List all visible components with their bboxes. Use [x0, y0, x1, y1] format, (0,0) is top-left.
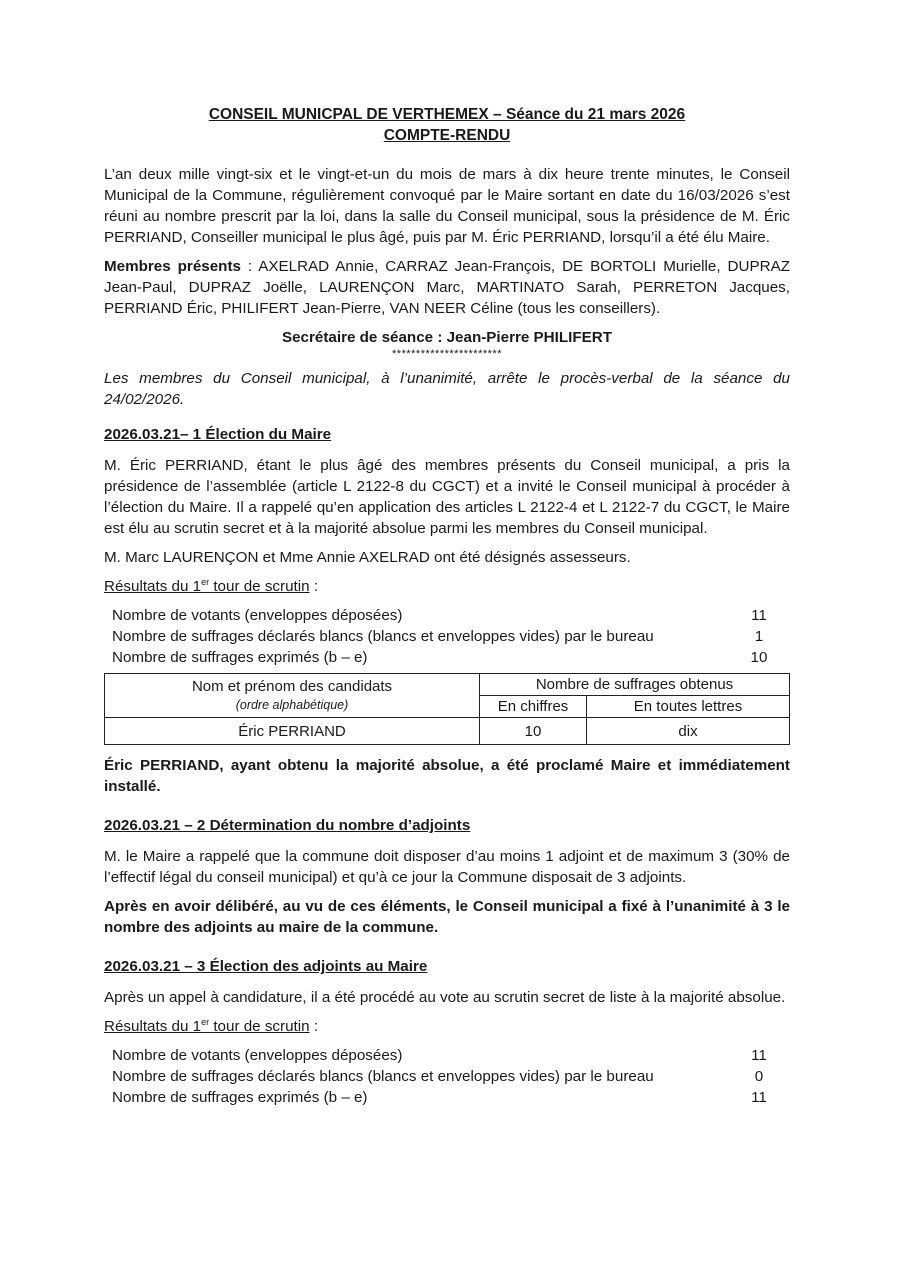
- section-1-para-2: M. Marc LAURENÇON et Mme Annie AXELRAD ont été désignés assesseurs.: [104, 549, 631, 566]
- section-2-para-1: M. le Maire a rappelé que la commune doit disposer d’au moins 1 adjoint et de maximum 3 (30% de l’effectif légal du conseil municipal) et qu’à ce jour la Commune disposait de 3 adjoints.: [104, 848, 790, 886]
- result-row-exprimes: Nombre de suffrages exprimés (b – e) 11: [112, 1089, 767, 1106]
- candidates-table: [104, 673, 790, 745]
- section-1-heading: 2026.03.21– 1 Élection du Maire: [104, 426, 332, 443]
- result-row-blancs: Nombre de suffrages déclarés blancs (blancs et enveloppes vides) par le bureau 1: [112, 628, 764, 645]
- section-1-para-1: M. Éric PERRIAND, étant le plus âgé des membres présents du Conseil municipal, a pris la présidence de l’assemblée (article L 2122-8 du CGCT) et a invité le Conseil municipal à procéder à l’élection du Maire. Il a rappelé qu’en application des articles L 2122-4 et L 2122-7 du CGCT, le Maire est élu au scrutin secret et à la majorité absolue parmi les membres du Conseil municipal.: [104, 457, 790, 537]
- section-2-decision: Après en avoir délibéré, au vu de ces éléments, le Conseil municipal a fixé à l’unanimité à 3 le nombre des adjoints au maire de la commune.: [104, 898, 790, 936]
- votes-group-header: Nombre de suffrages obtenus: [480, 674, 790, 696]
- candidates-col-header: Nom et prénom des candidats (ordre alphabétique): [105, 674, 480, 718]
- result-row-exprimes: Nombre de suffrages exprimés (b – e) 10: [112, 649, 768, 666]
- title-line-1: CONSEIL MUNICPAL DE VERTHEMEX – Séance du 21 mars 2026: [208, 106, 686, 123]
- candidate-name: Éric PERRIAND: [105, 718, 480, 745]
- pv-approval-note: Les membres du Conseil municipal, à l’unanimité, arrête le procès-verbal de la séance du 24/02/2026.: [104, 370, 790, 408]
- candidate-votes-letters: dix: [587, 718, 790, 745]
- intro-paragraph: L’an deux mille vingt-six et le vingt-et-un du mois de mars à dix heure trente minutes, le Conseil Municipal de la Commune, régulièrement convoqué par le Maire sortant en date du 16/03/2026 s’est réuni au nombre prescrit par la loi, dans la salle du Conseil municipal, sous la présidence de M. Éric PERRIAND, Conseiller municipal le plus âgé, puis par M. Éric PERRIAND, lorsqu’il a été élu Maire.: [104, 166, 790, 246]
- section-3-heading: 2026.03.21 – 3 Élection des adjoints au Maire: [104, 958, 428, 975]
- result-row-blancs: Nombre de suffrages déclarés blancs (blancs et enveloppes vides) par le bureau 0: [112, 1068, 764, 1085]
- section-1-conclusion: Éric PERRIAND, ayant obtenu la majorité absolue, a été proclamé Maire et immédiatement installé.: [104, 757, 790, 795]
- section-1-results: [112, 605, 774, 668]
- section-3-para-1: Après un appel à candidature, il a été procédé au vote au scrutin secret de liste à la majorité absolue.: [104, 989, 786, 1006]
- title-line-2: COMPTE-RENDU: [383, 127, 511, 144]
- document-title: [104, 104, 790, 146]
- result-row-votants: Nombre de votants (enveloppes déposées) 11: [112, 607, 767, 624]
- separator-stars: ***********************: [392, 348, 502, 360]
- members-list: : AXELRAD Annie, CARRAZ Jean-François, DE BORTOLI Murielle, DUPRAZ Jean-Paul, DUPRAZ Joëlle, LAURENÇON Marc, MARTINATO Sarah, PERRETON Jacques, PERRIAND Éric, PHILIFERT Jean-Pierre, VAN NEER Céline (tous les conseillers).: [104, 258, 790, 317]
- section-3-results: [112, 1045, 774, 1108]
- section-2-heading: 2026.03.21 – 2 Détermination du nombre d’adjoints: [104, 817, 471, 834]
- votes-letters-header: En toutes lettres: [587, 696, 790, 718]
- votes-digits-header: En chiffres: [480, 696, 587, 718]
- result-row-votants: Nombre de votants (enveloppes déposées) 11: [112, 1047, 767, 1064]
- candidate-votes-digits: 10: [480, 718, 587, 745]
- session-secretary: Secrétaire de séance : Jean-Pierre PHILIFERT: [281, 329, 613, 346]
- members-label: Membres présents: [104, 258, 241, 275]
- section-3-results-label: Résultats du 1er tour de scrutin :: [104, 1016, 319, 1035]
- section-1-results-label: Résultats du 1er tour de scrutin :: [104, 576, 319, 595]
- members-present: [104, 256, 790, 319]
- document-page: [104, 104, 790, 1108]
